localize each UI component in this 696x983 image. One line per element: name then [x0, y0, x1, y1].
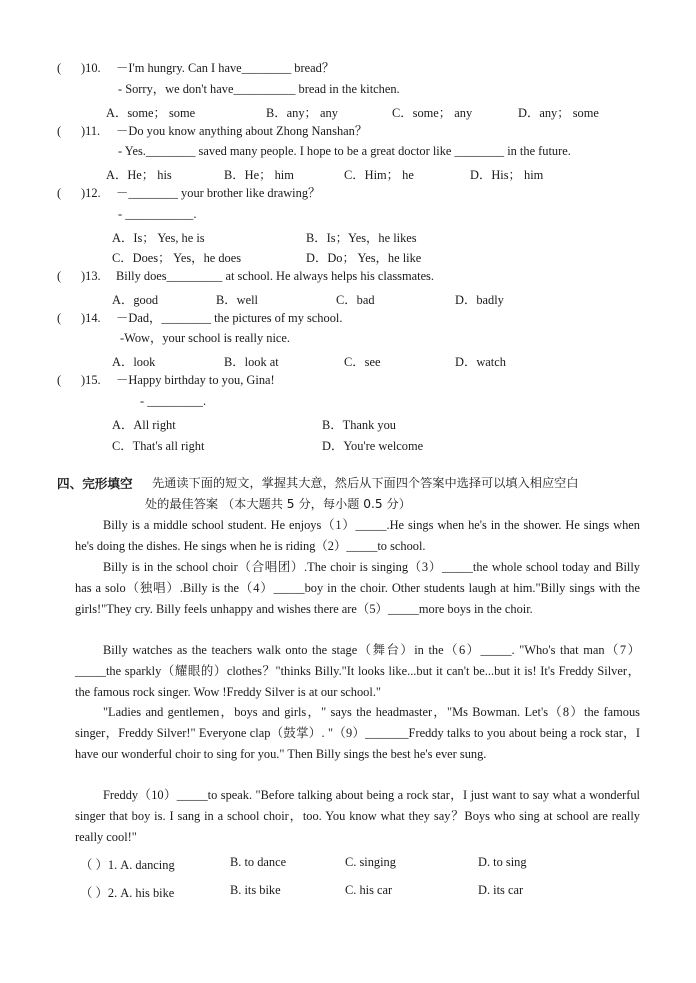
passage-paragraph: Billy is a middle school student. He enjoys（1）_____.He sings when he's in the shower. He sings when he's doing the dishes. He sings when he is riding（2）_____to school.: [75, 518, 640, 553]
passage-paragraph: Billy is in the school choir（合唱团）.The choir is singing（3）_____the whole school today and Billy has a solo（独唱）.Billy is the（4）_____boy in the choir. Other students laugh at him."Billy sings with the girls!"They cry. Billy feels unhappy and wishes there are（5）_____more boys in the choir.: [75, 560, 640, 616]
question-line: －________ your brother like drawing？: [116, 186, 321, 200]
question-line: Billy does_________ at school. He always helps his classmates.: [116, 269, 434, 283]
answer-blank[interactable]: (: [57, 311, 62, 325]
option-b: B．Thank you: [322, 418, 396, 432]
question-line: －I'm hungry. Can I have________ bread？: [116, 61, 335, 75]
answer-option-a[interactable]: （ ）1. A. dancing: [80, 858, 175, 872]
question-number: )11.: [81, 124, 101, 138]
answer-blank[interactable]: (: [57, 186, 62, 200]
option-a: A．All right: [112, 418, 176, 432]
section-instruction: 先通读下面的短文，掌握其大意，然后从下面四个答案中选择可以填入相应空白: [152, 476, 579, 490]
question-line: - ___________.: [118, 207, 197, 221]
option-d: D．any； some: [518, 106, 599, 120]
answer-blank[interactable]: (: [57, 124, 62, 138]
question-line: －Do you know anything about Zhong Nanshan？: [116, 124, 368, 138]
question-number: )14.: [81, 311, 101, 325]
option-a: A．some； some: [106, 106, 196, 120]
answer-option-b[interactable]: B. to dance: [230, 855, 287, 869]
answer-option-b[interactable]: B. its bike: [230, 883, 281, 897]
question-number: )10.: [81, 61, 101, 75]
answer-blank[interactable]: (: [57, 373, 62, 387]
option-b: B．Is；Yes，he likes: [306, 231, 417, 245]
answer-option-a[interactable]: （ ）2. A. his bike: [80, 886, 175, 900]
question-line: - Sorry，we don't have__________ bread in the kitchen.: [118, 82, 400, 96]
question-line: －Dad，________ the pictures of my school.: [116, 311, 343, 325]
answer-option-d[interactable]: D. to sing: [478, 855, 527, 869]
passage-paragraph: Billy watches as the teachers walk onto the stage（舞台）in the（6）_____. "Who's that man（7）_____the sparkly（耀眼的）clothes？"thinks Billy."It looks like...but it can't be...but it is! It's Freddy Silver，the famous rock singer. Wow !Freddy Silver is at our school.": [75, 643, 640, 699]
option-d: D．badly: [455, 293, 504, 307]
answer-option-c[interactable]: C. his car: [345, 883, 393, 897]
answer-option-d[interactable]: D. its car: [478, 883, 524, 897]
option-b: B．He； him: [224, 168, 294, 182]
option-d: D．watch: [455, 355, 506, 369]
question-number: )12.: [81, 186, 101, 200]
question-line: -Wow，your school is really nice.: [120, 331, 291, 345]
option-d: D．You're welcome: [322, 439, 424, 453]
section-instruction: 处的最佳答案 （本大题共 5 分，每小题 0.5 分）: [145, 497, 411, 511]
option-c: C．some； any: [392, 106, 473, 120]
option-d: D．His； him: [470, 168, 544, 182]
answer-blank[interactable]: (: [57, 61, 62, 75]
question-line: - Yes.________ saved many people. I hope to be a great doctor like ________ in the future.: [118, 144, 571, 158]
question-number: )13.: [81, 269, 101, 283]
option-c: C．That's all right: [112, 439, 205, 453]
option-a: A．He； his: [106, 168, 172, 182]
option-b: B．well: [216, 293, 258, 307]
option-c: C．Him； he: [344, 168, 414, 182]
option-c: C．see: [344, 355, 381, 369]
option-a: A．Is； Yes, he is: [112, 231, 205, 245]
passage-paragraph: Freddy（10）_____to speak. "Before talking about being a rock star，I just want to say what a wonderful singer that boy is. I sang in a school choir，too. You know what they say？Boys who sing at school are really really cool!": [75, 788, 640, 844]
option-b: B．any； any: [266, 106, 338, 120]
question-line: －Happy birthday to you, Gina!: [116, 373, 275, 387]
option-c: C．Does； Yes，he does: [112, 251, 242, 265]
option-c: C．bad: [336, 293, 375, 307]
question-line: - _________.: [140, 394, 207, 408]
answer-blank[interactable]: (: [57, 269, 62, 283]
option-d: D．Do； Yes，he like: [306, 251, 422, 265]
question-number: )15.: [81, 373, 101, 387]
section-title: 四、完形填空: [57, 476, 133, 491]
option-b: B．look at: [224, 355, 279, 369]
passage-paragraph: "Ladies and gentlemen，boys and girls，" says the headmaster，"Ms Bowman. Let's（8）the famous singer，Freddy Silver!" Everyone clap（鼓掌）. "（9）_______Freddy talks to you about being a rock star，I have our wonderful choir to sing for you." Then Billy sings the best he's ever sung.: [75, 705, 640, 761]
option-a: A．good: [112, 293, 159, 307]
option-a: A．look: [112, 355, 156, 369]
answer-option-c[interactable]: C. singing: [345, 855, 396, 869]
